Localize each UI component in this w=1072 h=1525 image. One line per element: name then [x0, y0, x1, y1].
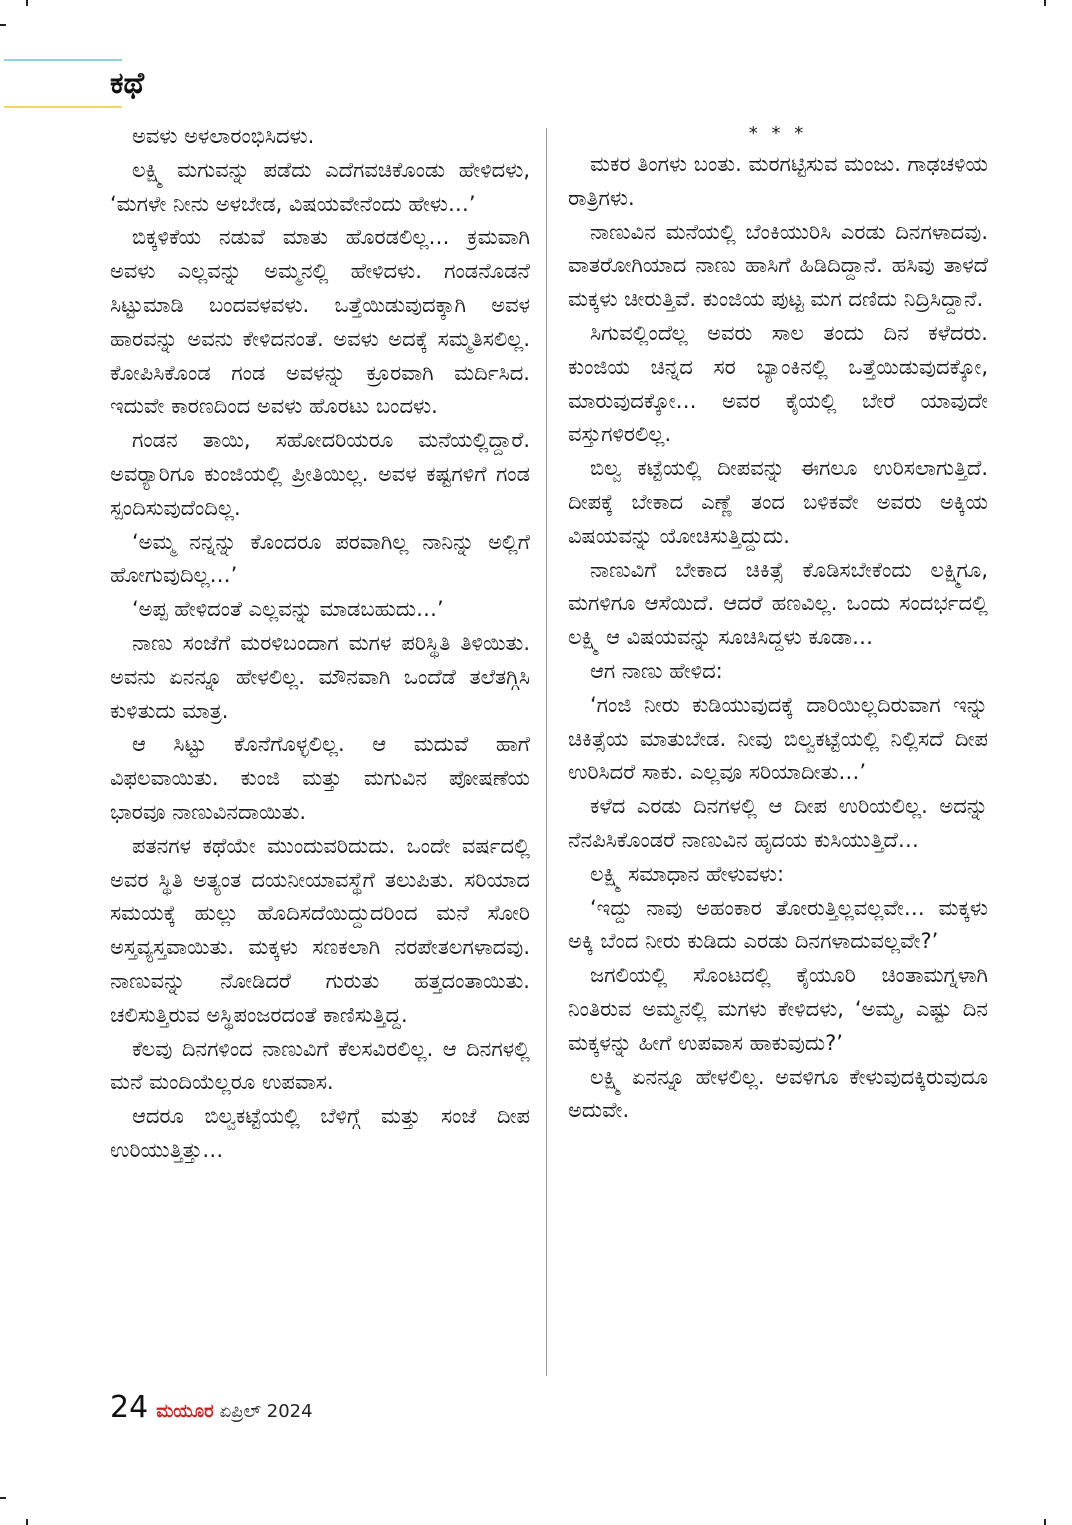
paragraph: ಬಿಲ್ವ ಕಟ್ಟೆಯಲ್ಲಿ ದೀಪವನ್ನು ಈಗಲೂ ಉರಿಸಲಾಗುತ್ತಿದೆ. ದೀಪಕ್ಕೆ ಬೇಕಾದ ಎಣ್ಣೆ ತಂದ ಬಳಿಕವೇ ಅವರು ಅಕ್ಕಿಯ ವಿಷಯವನ್ನು ಯೋಚಿಸುತ್ತಿದ್ದುದು. [568, 456, 988, 548]
section-title: ಕಥೆ [110, 66, 145, 101]
paragraph: ಮಕರ ತಿಂಗಳು ಬಂತು. ಮರಗಟ್ಟಿಸುವ ಮಂಜು. ಗಾಢಚಳಿಯ ರಾತ್ರಿಗಳು. [568, 152, 988, 210]
crop-mark [1044, 1519, 1046, 1525]
paragraph: ಕಳೆದ ಎರಡು ದಿನಗಳಲ್ಲಿ ಆ ದೀಪ ಉರಿಯಲಿಲ್ಲ. ಅದನ್ನು ನೆನಪಿಸಿಕೊಂಡರೆ ನಾಣುವಿನ ಹೃದಯ ಕುಸಿಯುತ್ತಿದೆ… [568, 794, 988, 852]
paragraph: ‘ಅಮ್ಮ ನನ್ನನ್ನು ಕೊಂದರೂ ಪರವಾಗಿಲ್ಲ ನಾನಿನ್ನು ಅಲ್ಲಿಗೆ ಹೋಗುವುದಿಲ್ಲ…’ [110, 529, 530, 588]
paragraph: ಕೆಲವು ದಿನಗಳಿಂದ ನಾಣುವಿಗೆ ಕೆಲಸವಿರಲಿಲ್ಲ. ಆ ದಿನಗಳಲ್ಲಿ ಮನೆ ಮಂದಿಯೆಲ್ಲರೂ ಉಪವಾಸ. [110, 1036, 530, 1095]
paragraph: ಲಕ್ಷ್ಮಿ ಏನನ್ನೂ ಹೇಳಲಿಲ್ಲ. ಅವಳಿಗೂ ಕೇಳುವುದಕ್ಕಿರುವುದೂ ಅದುವೇ. [568, 1064, 988, 1123]
header-rule-top [4, 59, 122, 61]
paragraph: ಅವಳು ಅಳಲಾರಂಭಿಸಿದಳು. [132, 124, 315, 148]
paragraph: ‘ಗಂಜಿ ನೀರು ಕುಡಿಯುವುದಕ್ಕೆ ದಾರಿಯಿಲ್ಲದಿರುವಾಗ ಇನ್ನು ಚಿಕಿತ್ಸೆಯ ಮಾತುಬೇಡ. ನೀವು ಬಿಲ್ವಕಟ್ಟೆಯಲ್ಲಿ ನಿಲ್ಲಿಸದೆ ದೀಪ ಉರಿಸಿದರೆ ಸಾಕು. ಎಲ್ಲವೂ ಸರಿಯಾದೀತು…’ [568, 692, 988, 785]
paragraph: ನಾಣುವಿನ ಮನೆಯಲ್ಲಿ ಬೆಂಕಿಯುರಿಸಿ ಎರಡು ದಿನಗಳಾದವು. ವಾತರೋಗಿಯಾದ ನಾಣು ಹಾಸಿಗೆ ಹಿಡಿದಿದ್ದಾನೆ. ಹಸಿವು ತಾಳದೆ ಮಕ್ಕಳು ಚೀರುತ್ತಿವೆ. ಕುಂಜಿಯ ಪುಟ್ಟ ಮಗ ದಣಿದು ನಿದ್ರಿಸಿದ್ದಾನೆ. [568, 219, 988, 312]
crop-mark [26, 1519, 28, 1525]
left-column [110, 120, 530, 1168]
right-column [568, 120, 988, 1128]
paragraph: ಗಂಡನ ತಾಯಿ, ಸಹೋದರಿಯರೂ ಮನೆಯಲ್ಲಿದ್ದಾರೆ. ಅವರ್‍ಯಾರಿಗೂ ಕುಂಜಿಯಲ್ಲಿ ಪ್ರೀತಿಯಿಲ್ಲ. ಅವಳ ಕಷ್ಟಗಳಿಗೆ ಗಂಡ ಸ್ಪಂದಿಸುವುದೆಂದಿಲ್ಲ. [110, 428, 530, 520]
paragraph: ನಾಣು ಸಂಜೆಗೆ ಮರಳಿಬಂದಾಗ ಮಗಳ ಪರಿಸ್ಥಿತಿ ತಿಳಿಯಿತು. ಅವನು ಏನನ್ನೂ ಹೇಳಲಿಲ್ಲ. ಮೌನವಾಗಿ ಒಂದೆಡೆ ತಲೆತಗ್ಗಿಸಿ ಕುಳಿತುದು ಮಾತ್ರ. [110, 630, 530, 723]
issue-date: ಏಪ್ರಿಲ್ 2024 [219, 1401, 313, 1422]
crop-mark [0, 1497, 6, 1499]
paragraph: ಸಿಗುವಲ್ಲಿಂದೆಲ್ಲ ಅವರು ಸಾಲ ತಂದು ದಿನ ಕಳೆದರು. ಕುಂಜಿಯ ಚಿನ್ನದ ಸರ ಬ್ಯಾಂಕಿನಲ್ಲಿ ಒತ್ತೆಯಿಡುವುದಕ್ಕೋ, ಮಾರುವುದಕ್ಕೋ… ಅವರ ಕೈಯಲ್ಲಿ ಬೇರೆ ಯಾವುದೇ ವಸ್ತುಗಳಿರಲಿಲ್ಲ. [568, 320, 988, 447]
column-divider [546, 128, 547, 1376]
crop-mark [1044, 0, 1046, 6]
page-number: 24 [110, 1390, 149, 1425]
crop-mark [0, 24, 6, 26]
paragraph: ಆಗ ನಾಣು ಹೇಳಿದ: [590, 658, 723, 683]
paragraph: ಆ ಸಿಟ್ಟು ಕೊನೆಗೊಳ್ಳಲಿಲ್ಲ. ಆ ಮದುವೆ ಹಾಗೆ ವಿಫಲವಾಯಿತು. ಕುಂಜಿ ಮತ್ತು ಮಗುವಿನ ಪೋಷಣೆಯ ಭಾರವೂ ನಾಣುವಿನದಾಯಿತು. [110, 732, 530, 824]
paragraph: ಬಿಕ್ಕಳಿಕೆಯ ನಡುವೆ ಮಾತು ಹೊರಡಲಿಲ್ಲ… ಕ್ರಮವಾಗಿ ಅವಳು ಎಲ್ಲವನ್ನು ಅಮ್ಮನಲ್ಲಿ ಹೇಳಿದಳು. ಗಂಡನೊಡನೆ ಸಿಟ್ಟುಮಾಡಿ ಬಂದವಳವಳು. ಒತ್ತೆಯಿಡುವುದಕ್ಕಾಗಿ ಅವಳ ಹಾರವನ್ನು ಅವನು ಕೇಳಿದನಂತೆ. ಅವಳು ಅದಕ್ಕೆ ಸಮ್ಮತಿಸಲಿಲ್ಲ. ಕೋಪಿಸಿಕೊಂಡ ಗಂಡ ಅವಳನ್ನು ಕ್ರೂರವಾಗಿ ಮರ್ದಿಸಿದ. ಇದುವೇ ಕಾರಣದಿಂದ ಅವಳು ಹೊರಟು ಬಂದಳು. [110, 225, 530, 419]
crop-mark [26, 0, 28, 6]
paragraph: ಲಕ್ಷ್ಮಿ ಮಗುವನ್ನು ಪಡೆದು ಎದೆಗವಚಿಕೊಂಡು ಹೇಳಿದಳು, ‘ಮಗಳೇ ನೀನು ಅಳಬೇಡ, ವಿಷಯವೇನೆಂದು ಹೇಳು…’ [110, 157, 530, 216]
paragraph: ‘ಇದ್ದು ನಾವು ಅಹಂಕಾರ ತೋರುತ್ತಿಲ್ಲವಲ್ಲವೇ… ಮಕ್ಕಳು ಅಕ್ಕಿ ಬೆಂದ ನೀರು ಕುಡಿದು ಎರಡು ದಿನಗಳಾದುವಲ್ಲವೇ?’ [568, 895, 988, 954]
paragraph: ಪತನಗಳ ಕಥೆಯೇ ಮುಂದುವರಿದುದು. ಒಂದೇ ವರ್ಷದಲ್ಲಿ ಅವರ ಸ್ಥಿತಿ ಅತ್ಯಂತ ದಯನೀಯಾವಸ್ಥೆಗೆ ತಲುಪಿತು. ಸರಿಯಾದ ಸಮಯಕ್ಕೆ ಹುಲ್ಲು ಹೊದಿಸದೆಯಿದ್ದುದರಿಂದ ಮನೆ ಸೋರಿ ಅಸ್ತವ್ಯಸ್ತವಾಯಿತು. ಮಕ್ಕಳು ಸಣಕಲಾಗಿ ನರಪೇತಲಗಳಾದವು. ನಾಣುವನ್ನು ನೋಡಿದರೆ ಗುರುತು ಹತ್ತದಂತಾಯಿತು. ಚಲಿಸುತ್ತಿರುವ ಅಸ್ಥಿಪಂಜರದಂತೆ ಕಾಣಿಸುತ್ತಿದ್ದ. [110, 833, 530, 1027]
header-rule-bottom [4, 106, 122, 108]
paragraph: ಲಕ್ಷ್ಮಿ ಸಮಾಧಾನ ಹೇಳುವಳು: [590, 861, 785, 886]
paragraph: ಆದರೂ ಬಿಲ್ವಕಟ್ಟೆಯಲ್ಲಿ ಬೆಳಿಗ್ಗೆ ಮತ್ತು ಸಂಜೆ ದೀಪ ಉರಿಯುತ್ತಿತ್ತು… [110, 1104, 530, 1162]
paragraph: ‘ಅಪ್ಪ ಹೇಳಿದಂತೆ ಎಲ್ಲವನ್ನು ಮಾಡಬಹುದು…’ [132, 597, 444, 622]
page-footer [110, 1390, 313, 1430]
paragraph: ಜಗಲಿಯಲ್ಲಿ ಸೊಂಟದಲ್ಲಿ ಕೈಯೂರಿ ಚಿಂತಾಮಗ್ನಳಾಗಿ ನಿಂತಿರುವ ಅಮ್ಮನಲ್ಲಿ ಮಗಳು ಕೇಳಿದಳು, ‘ಅಮ್ಮ, ಎಷ್ಟು ದಿನ ಮಕ್ಕಳನ್ನು ಹೀಗೆ ಉಪವಾಸ ಹಾಕುವುದು?’ [568, 963, 988, 1055]
section-separator: * * * [748, 123, 808, 144]
paragraph: ನಾಣುವಿಗೆ ಬೇಕಾದ ಚಿಕಿತ್ಸೆ ಕೊಡಿಸಬೇಕೆಂದು ಲಕ್ಷ್ಮಿಗೂ, ಮಗಳಿಗೂ ಆಸೆಯಿದೆ. ಆದರೆ ಹಣವಿಲ್ಲ. ಒಂದು ಸಂದರ್ಭದಲ್ಲಿ ಲಕ್ಷ್ಮಿ ಆ ವಿಷಯವನ್ನು ಸೂಚಿಸಿದ್ದಳು ಕೂಡಾ… [568, 557, 988, 650]
magazine-logo: ಮಯೂರ [156, 1401, 214, 1422]
